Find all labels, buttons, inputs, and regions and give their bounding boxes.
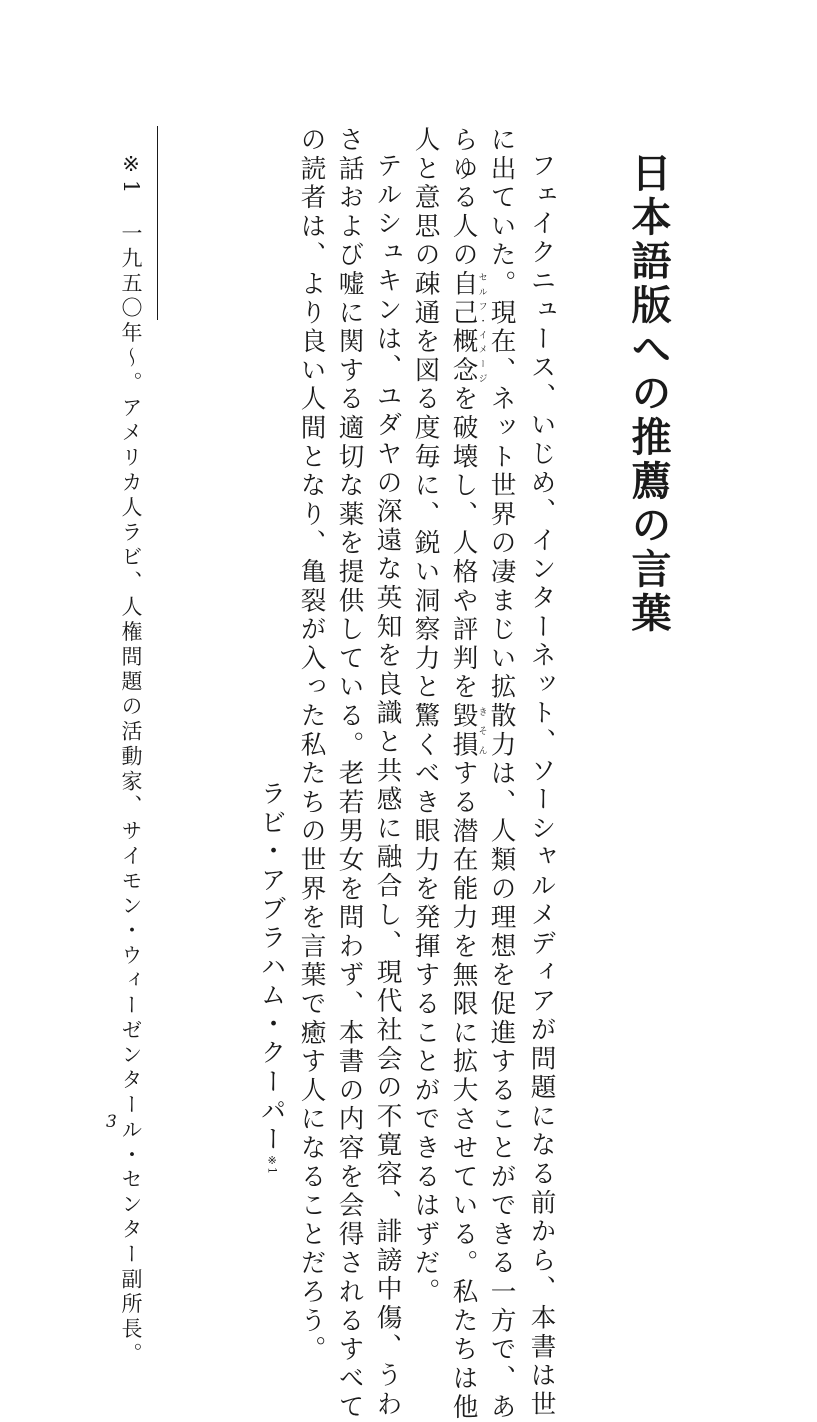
body-line-4: 人と意思の疎通を図る度毎に、鋭い洞察力と驚くべき眼力を発揮することができるはずだ。 — [410, 126, 441, 1307]
body-line-1: フェイクニュース、いじめ、インターネット、ソーシャルメディアが問題になる前から、本書は世 — [526, 152, 557, 1420]
body-line-7: の読者は、より良い人間となり、亀裂が入った私たちの世界を言葉で癒す人になることだろう。 — [296, 126, 327, 1365]
footnote-divider — [157, 126, 158, 320]
body-line-3-middle: を破壊し、人格や評判を — [448, 385, 479, 703]
ruby-text-kison: きそん — [476, 702, 487, 760]
ruby-text-self-image: セルフ・イメージ — [476, 270, 487, 386]
body-line-2: に出ていた。現在、ネット世界の凄まじい拡散力は、人類の理想を促進することができる一方で、あ — [486, 126, 517, 1422]
ruby-base-jiko-gainen: 自己概念 — [448, 270, 479, 386]
body-line-3-start: らゆる人の — [448, 126, 479, 270]
body-line-3-end: する潜在能力を無限に拡大させている。私たちは他 — [448, 759, 479, 1422]
page-title: 日本語版への推薦の言葉 — [625, 152, 671, 636]
footnote-marker: ※1 — [265, 1154, 279, 1175]
footnote: ※1 一九五〇年～。アメリカ人ラビ、人権問題の活動家、サイモン・ウィーゼンタール・センター副所長。 — [119, 152, 143, 1368]
ruby-base-kison: 毀損 — [448, 702, 479, 760]
ruby-jiko-gainen — [448, 270, 487, 386]
body-line-6: さ話および嘘に関する適切な薬を提供している。老若男女を問わず、本書の内容を会得されるすべて — [334, 126, 365, 1422]
body-line-5: テルシュキンは、ユダヤの深遠な英知を良識と共感に融合し、現代社会の不寛容、誹謗中傷、うわ — [372, 152, 403, 1420]
ruby-kison — [448, 702, 487, 760]
author-signature — [256, 780, 287, 1175]
body-line-3 — [450, 126, 487, 1422]
page-number: 3 — [106, 1112, 117, 1132]
author-name: ラビ・アブラハム・クーパー — [256, 780, 287, 1155]
